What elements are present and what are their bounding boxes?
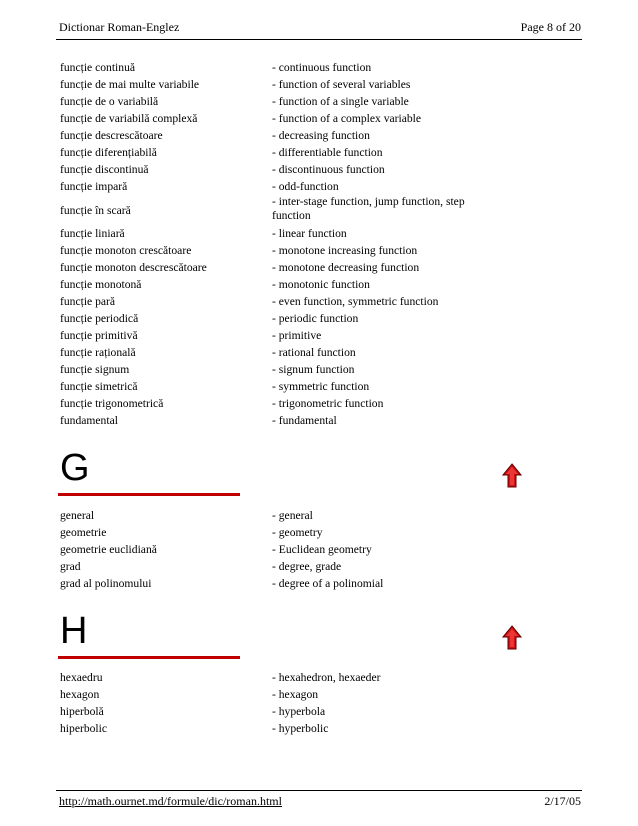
- english-translation: - hexagon: [272, 688, 319, 701]
- romanian-term: funcție rațională: [60, 346, 136, 359]
- romanian-term: geometrie euclidiană: [60, 543, 157, 556]
- dictionary-entry-row: [60, 242, 530, 259]
- dictionary-entry-row: [60, 361, 530, 378]
- romanian-term: hexaedru: [60, 671, 103, 684]
- romanian-term: funcție diferențiabilă: [60, 146, 157, 159]
- english-translation: - monotone increasing function: [272, 244, 418, 257]
- dictionary-entry-row: [60, 412, 530, 429]
- english-translation: - continuous function: [272, 61, 372, 74]
- romanian-term: grad al polinomului: [60, 577, 152, 590]
- romanian-term: funcție de o variabilă: [60, 95, 159, 108]
- section-letter-h: H: [60, 610, 88, 652]
- header-page-number: Page 8 of 20: [520, 20, 581, 34]
- romanian-term: funcție monoton descrescătoare: [60, 261, 207, 274]
- dictionary-entry-row: [60, 575, 530, 592]
- dictionary-entry-row: [60, 669, 530, 686]
- english-translation: - symmetric function: [272, 380, 370, 393]
- romanian-term: funcție impară: [60, 180, 128, 193]
- romanian-term: funcție primitivă: [60, 329, 138, 342]
- english-translation: - hyperbola: [272, 705, 326, 718]
- romanian-term: funcție liniară: [60, 227, 125, 240]
- english-translation: - function of several variables: [272, 78, 411, 91]
- romanian-term: funcție de variabilă complexă: [60, 112, 198, 125]
- section-f-entries: [60, 59, 530, 429]
- back-to-top-up-arrow-icon[interactable]: [502, 463, 522, 489]
- dictionary-entry-row: [60, 178, 530, 195]
- dictionary-entry-row: [60, 259, 530, 276]
- english-translation: - monotonic function: [272, 278, 370, 291]
- dictionary-entry-row: [60, 144, 530, 161]
- dictionary-entry-row: [60, 686, 530, 703]
- romanian-term: funcție monotonă: [60, 278, 142, 291]
- romanian-term: funcție descrescătoare: [60, 129, 163, 142]
- english-translation: - hexahedron, hexaeder: [272, 671, 381, 684]
- dictionary-entry-row: [60, 195, 530, 225]
- back-to-top-up-arrow-icon[interactable]: [502, 625, 522, 651]
- english-translation: - signum function: [272, 363, 355, 376]
- footer-rule: [56, 790, 582, 791]
- dictionary-entry-row: [60, 703, 530, 720]
- dictionary-entry-row: [60, 76, 530, 93]
- romanian-term: funcție în scară: [60, 204, 131, 217]
- dictionary-entry-row: [60, 59, 530, 76]
- romanian-term: general: [60, 509, 95, 522]
- romanian-term: fundamental: [60, 414, 118, 427]
- english-translation: - linear function: [272, 227, 347, 240]
- romanian-term: funcție discontinuă: [60, 163, 149, 176]
- dictionary-entry-row: [60, 378, 530, 395]
- dictionary-entry-row: [60, 310, 530, 327]
- romanian-term: hiperbolă: [60, 705, 104, 718]
- english-translation: - even function, symmetric function: [272, 295, 439, 308]
- english-translation: - function of a single variable: [272, 95, 409, 108]
- english-translation: - monotone decreasing function: [272, 261, 420, 274]
- english-translation: - periodic function: [272, 312, 359, 325]
- section-divider-g: [58, 493, 240, 496]
- dictionary-entry-row: [60, 110, 530, 127]
- section-letter-g: G: [60, 447, 90, 489]
- english-translation: - inter-stage function, jump function, step function: [272, 195, 465, 222]
- romanian-term: geometrie: [60, 526, 107, 539]
- english-translation: - Euclidean geometry: [272, 543, 372, 556]
- english-translation: - general: [272, 509, 313, 522]
- romanian-term: hiperbolic: [60, 722, 108, 735]
- dictionary-entry-row: [60, 558, 530, 575]
- romanian-term: funcție periodică: [60, 312, 139, 325]
- section-h-entries: [60, 669, 530, 737]
- romanian-term: funcție signum: [60, 363, 130, 376]
- english-translation: - degree of a polinomial: [272, 577, 384, 590]
- footer-url-link[interactable]: http://math.ournet.md/formule/dic/roman.html: [59, 794, 282, 808]
- english-translation: - decreasing function: [272, 129, 370, 142]
- romanian-term: funcție pară: [60, 295, 116, 308]
- romanian-term: funcție trigonometrică: [60, 397, 164, 410]
- english-translation: - discontinuous function: [272, 163, 385, 176]
- dictionary-entry-row: [60, 541, 530, 558]
- dictionary-entry-row: [60, 327, 530, 344]
- dictionary-entry-row: [60, 127, 530, 144]
- english-translation: - hyperbolic: [272, 722, 329, 735]
- english-translation: - geometry: [272, 526, 323, 539]
- romanian-term: grad: [60, 560, 81, 573]
- romanian-term: funcție monoton crescătoare: [60, 244, 192, 257]
- dictionary-entry-row: [60, 225, 530, 242]
- dictionary-entry-row: [60, 507, 530, 524]
- header-rule: [56, 39, 582, 40]
- romanian-term: funcție simetrică: [60, 380, 138, 393]
- dictionary-entry-row: [60, 293, 530, 310]
- english-translation: - odd-function: [272, 180, 339, 193]
- header-title: Dictionar Roman-Englez: [59, 20, 180, 34]
- section-g-entries: [60, 507, 530, 592]
- english-translation: - primitive: [272, 329, 322, 342]
- dictionary-entry-row: [60, 344, 530, 361]
- section-divider-h: [58, 656, 240, 659]
- english-translation: - function of a complex variable: [272, 112, 422, 125]
- dictionary-entry-row: [60, 161, 530, 178]
- romanian-term: funcție continuă: [60, 61, 136, 74]
- footer-date: 2/17/05: [544, 794, 581, 808]
- dictionary-entry-row: [60, 720, 530, 737]
- dictionary-entry-row: [60, 524, 530, 541]
- english-translation: - rational function: [272, 346, 356, 359]
- english-translation: - fundamental: [272, 414, 337, 427]
- dictionary-entry-row: [60, 276, 530, 293]
- english-translation: - differentiable function: [272, 146, 383, 159]
- dictionary-entry-row: [60, 93, 530, 110]
- romanian-term: funcție de mai multe variabile: [60, 78, 200, 91]
- english-translation: - degree, grade: [272, 560, 342, 573]
- dictionary-entry-row: [60, 395, 530, 412]
- english-translation: - trigonometric function: [272, 397, 384, 410]
- romanian-term: hexagon: [60, 688, 100, 701]
